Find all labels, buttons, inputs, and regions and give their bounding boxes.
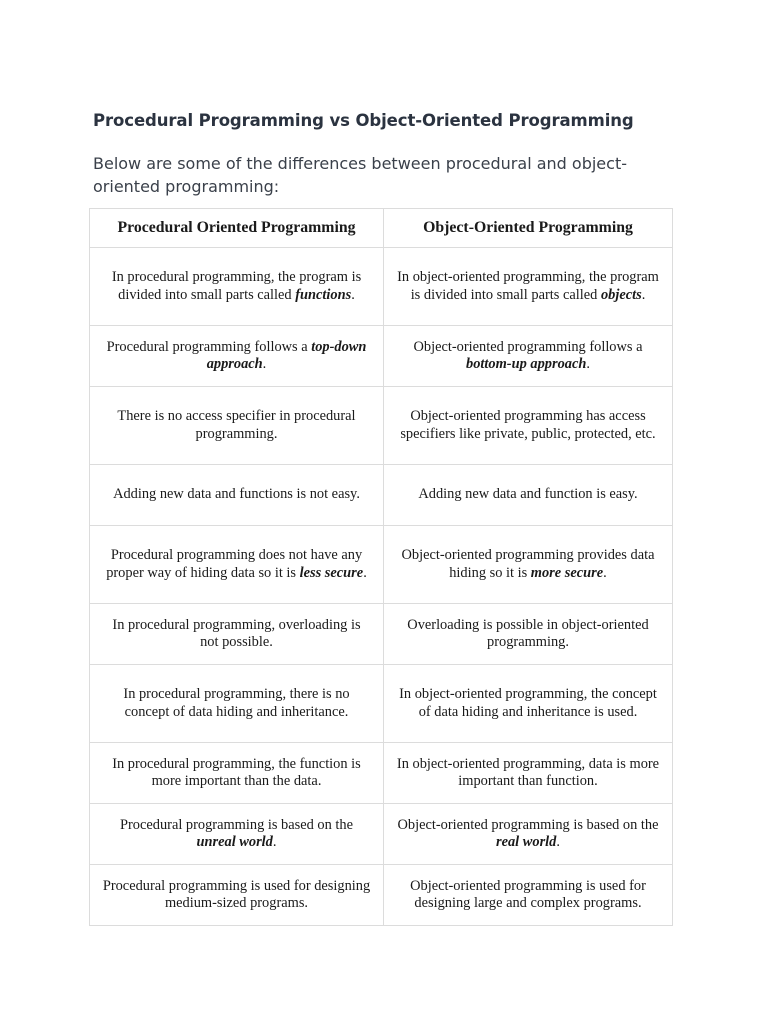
cell-text: In procedural programming, the program is divided into small parts called — [111, 269, 362, 303]
oop-cell — [384, 465, 673, 526]
cell-emphasis: unreal world — [196, 834, 273, 850]
cell-emphasis: top-down approach — [206, 338, 367, 372]
table-row — [90, 665, 673, 743]
table-row — [90, 804, 673, 865]
oop-cell — [384, 248, 673, 326]
cell-emphasis: more secure — [530, 564, 604, 581]
cell-text: Adding new data and functions is not easy. — [113, 486, 360, 503]
cell-text: Object-oriented programming is used for designing large and complex programs. — [410, 877, 646, 911]
cell-text: In object-oriented programming, the concept of data hiding and inheritance is used. — [399, 686, 657, 720]
cell-text: In procedural programming, the function is more important than the data. — [112, 755, 361, 789]
procedural-cell — [90, 526, 384, 604]
procedural-cell — [90, 804, 384, 865]
cell-emphasis: objects — [600, 286, 642, 303]
cell-text: Object-oriented programming follows a — [413, 338, 643, 355]
procedural-cell — [90, 326, 384, 387]
table-row — [90, 526, 673, 604]
header-procedural: Procedural Oriented Programming — [90, 209, 384, 248]
cell-text-end: . — [641, 286, 646, 303]
cell-text: Procedural programming is based on the — [120, 816, 353, 833]
cell-text-end: . — [262, 356, 267, 372]
cell-text-end: . — [351, 286, 355, 303]
cell-emphasis: functions — [295, 286, 352, 303]
procedural-cell — [90, 743, 384, 804]
procedural-cell — [90, 865, 384, 926]
cell-text: In procedural programming, overloading is not possible. — [112, 616, 361, 650]
oop-cell — [384, 665, 673, 743]
oop-cell — [384, 804, 673, 865]
procedural-cell — [90, 604, 384, 665]
cell-text-end: . — [586, 356, 590, 372]
table-row — [90, 248, 673, 326]
table-row — [90, 465, 673, 526]
oop-cell — [384, 743, 673, 804]
cell-text: Adding new data and function is easy. — [418, 486, 638, 503]
table-body — [90, 248, 673, 926]
oop-cell — [384, 865, 673, 926]
cell-text-end: . — [603, 564, 607, 581]
procedural-cell — [90, 665, 384, 743]
page-title: Procedural Programming vs Object-Oriented Programming — [93, 111, 634, 130]
table-row — [90, 743, 673, 804]
table-row — [90, 865, 673, 926]
header-object-oriented: Object-Oriented Programming — [384, 209, 673, 248]
cell-text: Procedural programming does not have any proper way of hiding data so it is — [106, 547, 363, 581]
procedural-cell — [90, 248, 384, 326]
oop-cell — [384, 604, 673, 665]
cell-text: In procedural programming, there is no concept of data hiding and inheritance. — [123, 686, 350, 720]
table-row — [90, 326, 673, 387]
table-row — [90, 387, 673, 465]
procedural-cell — [90, 387, 384, 465]
cell-text: Overloading is possible in object-oriented programming. — [407, 616, 649, 650]
cell-text: Object-oriented programming has access specifiers like private, public, protected, etc. — [400, 408, 656, 442]
table-row — [90, 604, 673, 665]
cell-text: Object-oriented programming is based on the — [397, 816, 659, 833]
cell-emphasis: real world — [496, 834, 557, 850]
cell-text: There is no access specifier in procedural programming. — [117, 408, 356, 442]
cell-text-end: . — [556, 834, 560, 850]
cell-text-end: . — [363, 564, 367, 581]
oop-cell — [384, 326, 673, 387]
cell-text: In object-oriented programming, data is more important than function. — [396, 755, 660, 789]
cell-text: Object-oriented programming provides data hiding so it is — [401, 547, 655, 581]
cell-text-end: . — [272, 834, 277, 850]
table-header-row — [90, 209, 673, 248]
cell-text: In object-oriented programming, the program is divided into small parts called — [397, 269, 659, 303]
comparison-table — [89, 208, 673, 926]
procedural-cell — [90, 465, 384, 526]
intro-paragraph: Below are some of the differences between procedural and object-oriented programming: — [93, 154, 627, 196]
cell-text: Procedural programming is used for designing medium-sized programs. — [102, 877, 371, 911]
oop-cell — [384, 526, 673, 604]
cell-emphasis: bottom-up approach — [466, 356, 587, 372]
cell-emphasis: less secure — [299, 564, 364, 581]
oop-cell — [384, 387, 673, 465]
cell-text: Procedural programming follows a — [106, 338, 312, 355]
